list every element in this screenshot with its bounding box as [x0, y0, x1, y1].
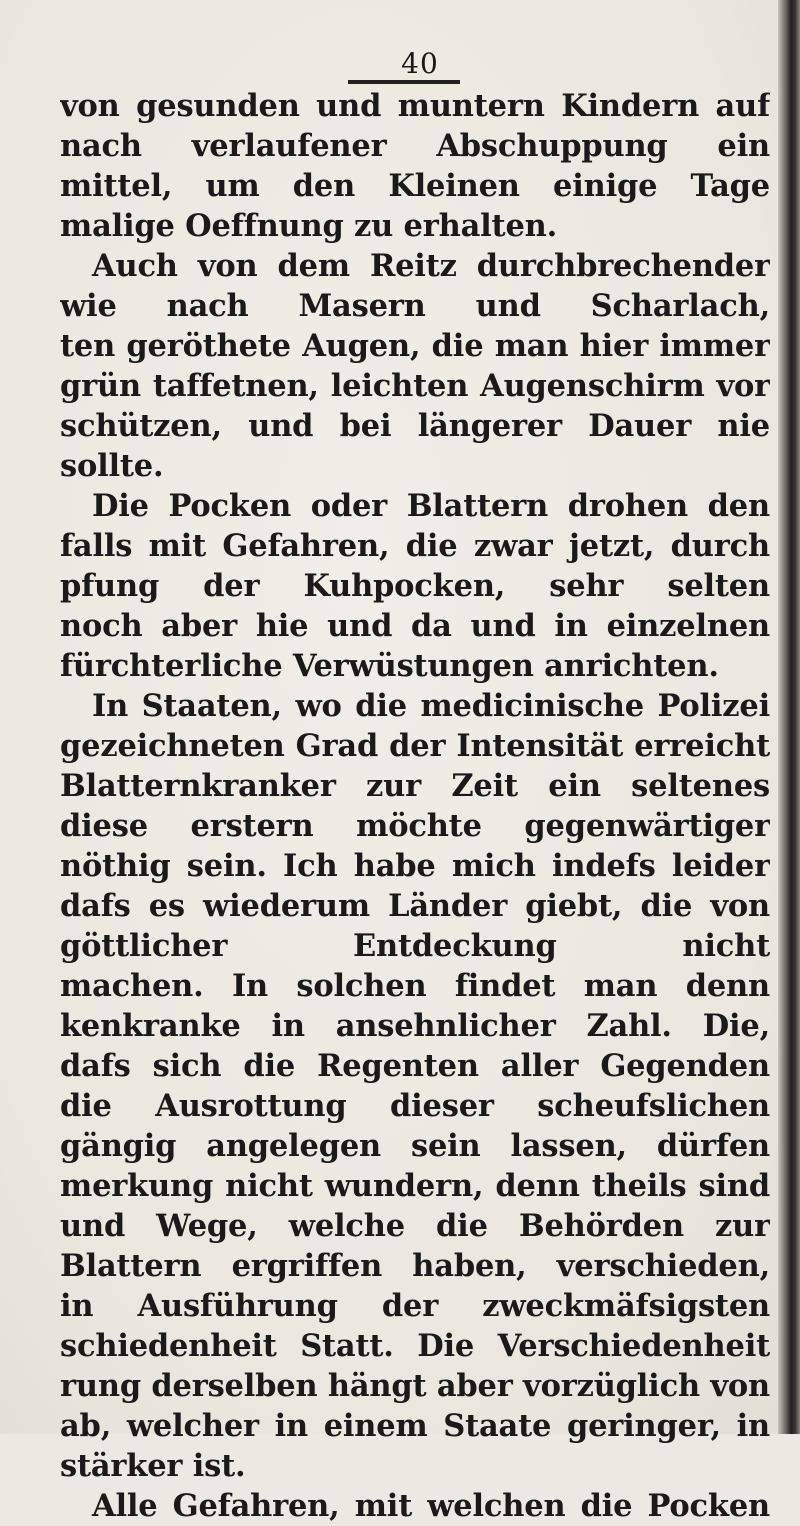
text-line: mittel, um den Kleinen einige Tage: [60, 168, 770, 204]
text-line: nach verlaufener Abschuppung ein: [60, 128, 770, 164]
text-line: diese erstern möchte gegenwärtiger: [60, 808, 770, 844]
text-line: dafs sich die Regenten aller Gegenden: [60, 1048, 770, 1084]
text-line: Alle Gefahren, mit welchen die Pocken: [92, 1488, 770, 1524]
text-line: stärker ist.: [60, 1448, 246, 1484]
text-line: grün taffetnen, leichten Augenschirm vor: [60, 368, 770, 404]
text-line: pfung der Kuhpocken, sehr selten: [60, 568, 770, 604]
text-line: Blattern ergriffen haben, verschieden,: [60, 1248, 770, 1284]
text-line: ten geröthete Augen, die man hier immer: [60, 328, 770, 364]
book-binding-edge: [778, 0, 800, 1434]
text-line: schützen, und bei längerer Dauer nie: [60, 408, 770, 444]
text-line-start: dafs es wiederum Länder giebt, die von: [60, 888, 770, 924]
text-line: gängig angelegen sein lassen, dürfen: [60, 1128, 770, 1164]
body-text: [60, 86, 770, 1526]
text-line: von gesunden und muntern Kindern auf: [60, 88, 770, 124]
text-line: Die Pocken oder Blattern drohen den: [92, 488, 770, 524]
page-number: 40: [401, 47, 439, 80]
text-line: und Wege, welche die Behörden zur: [60, 1208, 770, 1244]
text-line: schiedenheit Statt. Die Verschiedenheit: [60, 1328, 770, 1364]
text-line: merkung nicht wundern, denn theils sind: [60, 1168, 770, 1204]
text-line: ab, welcher in einem Staate geringer, in: [60, 1408, 770, 1444]
text-line: gezeichneten Grad der Intensität erreicht: [60, 728, 770, 764]
text-line: In Staaten, wo die medicinische Polizei: [92, 688, 770, 724]
text-line: kenkranke in ansehnlicher Zahl. Die,: [60, 1008, 770, 1044]
text-line-with-name: [60, 886, 770, 926]
text-line: die Ausrottung dieser scheufslichen: [60, 1088, 770, 1124]
text-line: in Ausführung der zweckmäfsigsten: [60, 1288, 770, 1324]
text-line: falls mit Gefahren, die zwar jetzt, durch: [60, 528, 770, 564]
text-line: noch aber hie und da und in einzelnen: [60, 608, 770, 644]
text-line: Auch von dem Reitz durchbrechender: [92, 248, 770, 284]
text-line: Blatternkranker zur Zeit ein seltenes: [60, 768, 770, 804]
text-line: wie nach Masern und Scharlach,: [60, 288, 770, 324]
text-line: fürchterliche Verwüstungen anrichten.: [60, 648, 719, 684]
text-line: göttlicher Entdeckung nicht: [60, 928, 770, 964]
text-line: rung derselben hängt aber vorzüglich von: [60, 1368, 770, 1404]
text-line: sollte.: [60, 448, 164, 484]
text-line: nöthig sein. Ich habe mich indefs leider: [60, 848, 770, 884]
page-number-rule: [348, 80, 460, 84]
text-line: malige Oeffnung zu erhalten.: [60, 208, 558, 244]
text-line: machen. In solchen findet man denn: [60, 968, 770, 1004]
